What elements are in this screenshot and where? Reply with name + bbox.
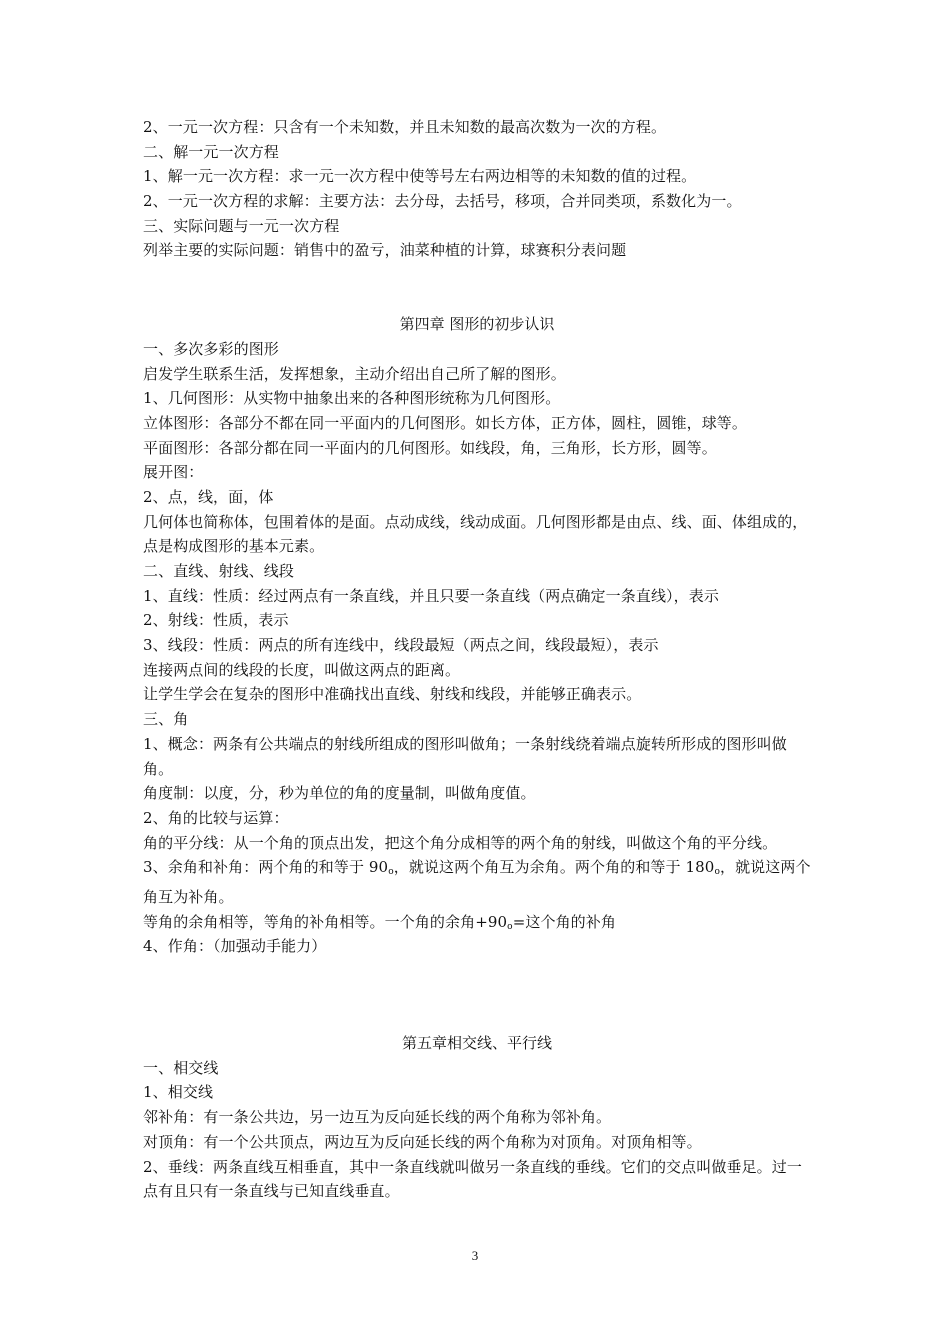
section-heading: 三、实际问题与一元一次方程 — [143, 216, 340, 235]
degree-mark: o — [507, 921, 513, 932]
text-line: 平面图形：各部分都在同一平面内的几何图形。如线段，角，三角形，长方形，圆等。 — [143, 438, 717, 457]
section-heading: 一、相交线 — [143, 1058, 219, 1077]
chapter-4-title: 第四章 图形的初步认识 — [399, 315, 555, 334]
text-line: 邻补角：有一条公共边，另一边互为反向延长线的两个角称为邻补角。 — [143, 1108, 612, 1127]
text-line: 2、点，线，面，体 — [143, 487, 274, 506]
text-line: 2、角的比较与运算： — [143, 808, 289, 827]
text-line: 列举主要的实际问题：销售中的盈亏，油菜种植的计算，球赛积分表问题 — [143, 241, 627, 260]
chapter-5-title: 第五章相交线、平行线 — [401, 1034, 552, 1053]
text-line: 启发学生联系生活，发挥想象，主动介绍出自己所了解的图形。 — [143, 364, 566, 383]
text-line: 角度制：以度，分，秒为单位的角的度量制，叫做角度值。 — [143, 784, 536, 803]
section-heading: 三、角 — [143, 710, 189, 729]
text-line: 1、直线：性质：经过两点有一条直线，并且只要一条直线（两点确定一条直线），表示 — [143, 586, 719, 605]
text-line: 1、几何图形：从实物中抽象出来的各种图形统称为几何图形。 — [143, 389, 561, 408]
text-line: 对顶角：有一个公共顶点，两边互为反向延长线的两个角称为对顶角。对顶角相等。 — [143, 1132, 702, 1151]
text-line: 让学生学会在复杂的图形中准确找出直线、射线和线段，并能够正确表示。 — [143, 685, 642, 704]
section-heading: 一、多次多彩的图形 — [143, 339, 279, 358]
section-heading: 二、直线、射线、线段 — [143, 562, 295, 581]
text-line: 立体图形：各部分不都在同一平面内的几何图形。如长方体，正方体，圆柱，圆锥，球等。 — [143, 413, 748, 432]
section-heading: 二、解一元一次方程 — [143, 142, 279, 161]
degree-mark: o — [388, 867, 394, 878]
text-line: 3、线段：性质：两点的所有连线中，线段最短（两点之间，线段最短），表示 — [143, 636, 659, 655]
paragraph-angle-concept: 1、概念：两条有公共端点的射线所组成的图形叫做角；一条射线绕着端点旋转所形成的图形叫做角。 — [143, 734, 787, 778]
degree-mark: o — [714, 867, 720, 878]
text-line: 展开图： — [143, 463, 204, 482]
text-line: 连接两点间的线段的长度，叫做这两点的距离。 — [143, 660, 461, 679]
text-line: 2、一元一次方程的求解：主要方法：去分母，去括号，移项，合并同类项，系数化为一。 — [143, 192, 742, 211]
paragraph-complement: 3、余角和补角：两个角的和等于 $90_o$，就说这两个角互为余角。两个角的和等于 $180_o$，就说这两个角互为补角。 — [143, 858, 811, 907]
text-line: 1、解一元一次方程：求一元一次方程中使等号左右两边相等的未知数的值的过程。 — [143, 167, 697, 186]
text-line: 2、射线：性质，表示 — [143, 611, 289, 630]
document-body — [143, 115, 811, 1204]
text-line: 4、作角：（加强动手能力） — [143, 937, 327, 956]
text-line: 1、相交线 — [143, 1083, 214, 1102]
page-number: 3 — [471, 1248, 479, 1263]
text-line: 等角的余角相等，等角的补角相等。一个角的余角$+90_o=$这个角的补角 — [143, 912, 616, 932]
text-line: 2、一元一次方程：只含有一个未知数，并且未知数的最高次数为一次的方程。 — [143, 118, 667, 136]
paragraph-bisector: 角的平分线：从一个角的顶点出发，把这个角分成相等的两个角的射线，叫做这个角的平分线。 — [143, 833, 778, 852]
paragraph-geometry: 几何体也简称体，包围着体的是面。点动成线，线动成面。几何图形都是由点、线、面、体组成的，点是构成图形的基本元素。 — [143, 512, 808, 556]
paragraph-perpendicular: 2、垂线：两条直线互相垂直，其中一条直线就叫做另一条直线的垂线。它们的交点叫做垂足。过一点有且只有一条直线与已知直线垂直。 — [143, 1157, 802, 1201]
